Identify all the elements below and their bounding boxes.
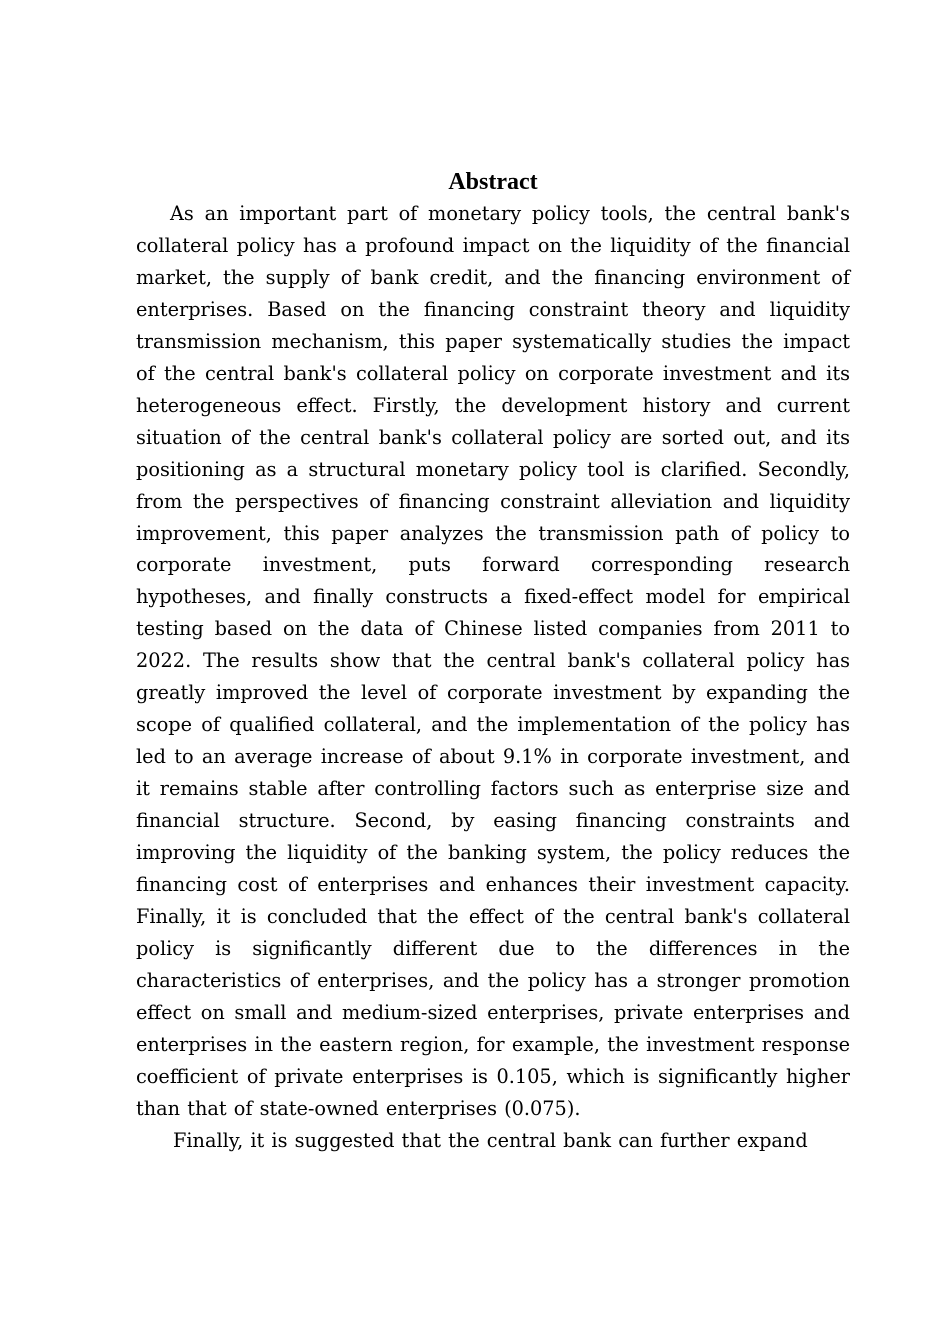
abstract-paragraph-1: As an important part of monetary policy tools, the central bank's collateral policy has a profound impact on the liquidity of the financial market, the supply of bank credit, and the financing environment of enterprises. Based on the financing constraint theory and liquidity transmission mechanism, this paper systematically studies the impact of the central bank's collateral policy on corporate investment and its heterogeneous effect. Firstly, the development history and current situation of the central bank's collateral policy are sorted out, and its positioning as a structural monetary policy tool is clarified. Secondly, from the perspectives of financing constraint alleviation and liquidity improvement, this paper analyzes the transmission path of policy to corporate investment, puts forward corresponding research hypotheses, and finally constructs a fixed-effect model for empirical testing based on the data of Chinese listed companies from 2011 to 2022. The results show that the central bank's collateral policy has greatly improved the level of corporate investment by expanding the scope of qualified collateral, and the implementation of the policy has led to an average increase of about 9.1% in corporate investment, and it remains stable after controlling factors such as enterprise size and financial structure. Second, by easing financing constraints and improving the liquidity of the banking system, the policy reduces the financing cost of enterprises and enhances their investment capacity. Finally, it is concluded that the effect of the central bank's collateral policy is significantly different due to the differences in the characteristics of enterprises, and the policy has a stronger promotion effect on small and medium-sized enterprises, private enterprises and enterprises in the eastern region, for example, the investment response coefficient of private enterprises is 0.105, which is significantly higher than that of state-owned enterprises (0.075). — [136, 202, 850, 1120]
abstract-paragraph-2: Finally, it is suggested that the central bank can further expand — [173, 1128, 808, 1152]
abstract-body — [136, 198, 850, 1157]
abstract-heading: Abstract — [448, 169, 538, 195]
